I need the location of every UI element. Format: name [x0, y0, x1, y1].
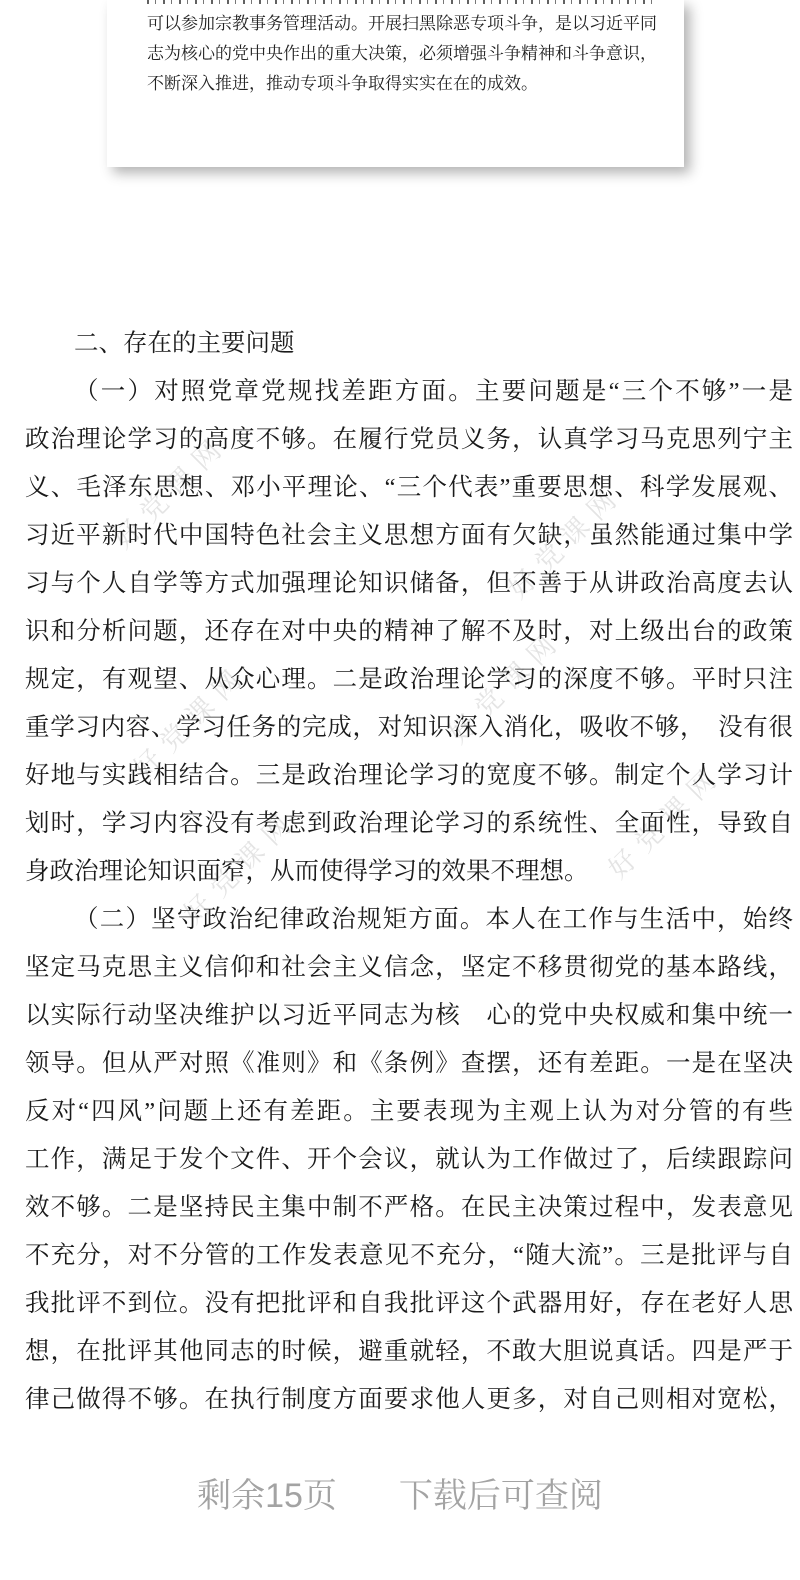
watermark-text: 好党课网	[107, 428, 234, 555]
body-text-line: 我批评不到位。没有把批评和自我批评这个武器用好，存在老好人思	[25, 1290, 793, 1317]
body-text-line: 义、毛泽东思想、邓小平理论、“三个代表”重要思想、科学发展观、	[25, 474, 793, 501]
body-text-line: 习与个人自学等方式加强理论知识储备，但不善于从讲政治高度去认	[25, 570, 793, 597]
watermark-text: 好党课网	[442, 623, 569, 750]
body-text-line: 习近平新时代中国特色社会主义思想方面有欠缺，虽然能通过集中学	[25, 522, 793, 549]
document-preview-card	[107, 0, 684, 167]
body-text-line: 不充分，对不分管的工作发表意见不充分，“随大流”。三是批评与自	[25, 1242, 793, 1269]
body-text-line: 身政治理论知识面窄，从而使得学习的效果不理想。	[25, 858, 589, 885]
card-text-line: 志为核心的党中央作出的重大决策，必须增强斗争精神和斗争意识，	[147, 44, 657, 63]
pages-remaining-notice	[0, 1468, 800, 1517]
body-text-line: 律己做得不够。在执行制度方面要求他人更多，对自己则相对宽松，	[25, 1386, 793, 1413]
download-hint-label: 下载后可查阅	[398, 1477, 603, 1515]
body-text-line: 好地与实践相结合。三是政治理论学习的宽度不够。制定个人学习计	[25, 762, 793, 789]
watermark-text: 好党课网	[502, 478, 629, 605]
body-text-line: 政治理论学习的高度不够。在履行党员义务，认真学习马克思列宁主	[25, 426, 793, 453]
section-heading: 二、存在的主要问题	[74, 330, 295, 357]
remaining-pages-label: 剩余15页	[197, 1477, 337, 1515]
document-body	[25, 320, 793, 1424]
card-text-line: 可以参加宗教事务管理活动。开展扫黑除恶专项斗争，是以习近平同	[147, 14, 657, 33]
body-text-line: 坚定马克思主义信仰和社会主义信念，坚定不移贯彻党的基本路线，	[25, 954, 793, 981]
watermark-text: 好党课网	[177, 803, 304, 930]
body-text-line: 工作，满足于发个文件、开个会议，就认为工作做过了，后续跟踪问	[25, 1146, 793, 1173]
watermark-text: 好党课网	[602, 758, 729, 885]
body-text-line: 划时，学习内容没有考虑到政治理论学习的系统性、全面性，导致自	[25, 810, 793, 837]
card-text-block	[107, 9, 684, 99]
body-text-line: （一）对照党章党规找差距方面。主要问题是“三个不够”一是	[74, 378, 793, 405]
body-text-line: 识和分析问题，还存在对中央的精神了解不及时，对上级出台的政策	[25, 618, 793, 645]
body-text-line: 效不够。二是坚持民主集中制不严格。在民主决策过程中，发表意见	[25, 1194, 793, 1221]
body-text-line: 反对“四风”问题上还有差距。主要表现为主观上认为对分管的有些	[25, 1098, 793, 1125]
body-text-line: 以实际行动坚决维护以习近平同志为核 心的党中央权威和集中统一	[25, 1002, 793, 1029]
clipped-text-line	[147, 0, 657, 4]
body-text-line: 规定，有观望、从众心理。二是政治理论学习的深度不够。平时只注	[25, 666, 793, 693]
body-text-line: 领导。但从严对照《准则》和《条例》查摆，还有差距。一是在坚决	[25, 1050, 793, 1077]
card-text-line: 不断深入推进，推动专项斗争取得实实在在的成效。	[147, 74, 538, 93]
body-text-line: （二）坚守政治纪律政治规矩方面。本人在工作与生活中，始终	[74, 906, 793, 933]
body-text-line: 重学习内容、学习任务的完成，对知识深入消化，吸收不够， 没有很	[25, 714, 793, 741]
watermark-text: 好党课网	[127, 658, 254, 785]
body-text-line: 想，在批评其他同志的时候，避重就轻，不敢大胆说真话。四是严于	[25, 1338, 793, 1365]
